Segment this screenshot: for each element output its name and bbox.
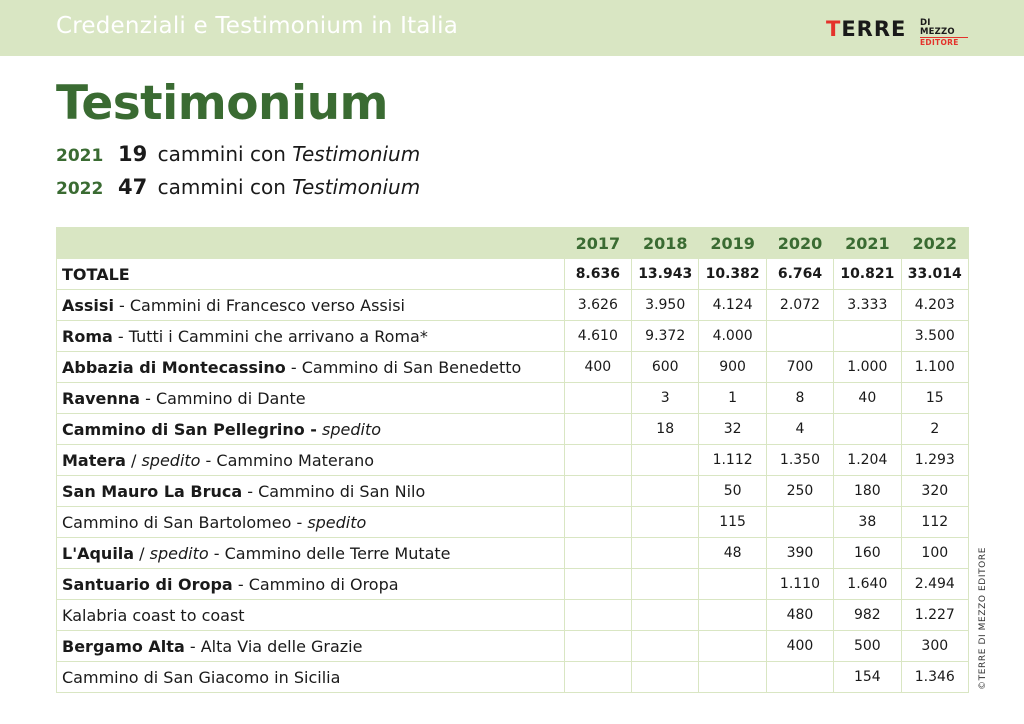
table-cell: 4.000 <box>699 321 766 352</box>
table-cell: 9.372 <box>632 321 699 352</box>
table-cell: 1.293 <box>901 445 968 476</box>
table-cell: 600 <box>632 352 699 383</box>
row-label <box>57 352 565 383</box>
page-title: Testimonium <box>56 76 389 131</box>
table-cell: 180 <box>834 476 901 507</box>
row-label <box>57 507 565 538</box>
table-cell: 8.636 <box>564 259 631 290</box>
table-cell: 3 <box>632 383 699 414</box>
table-cell: 3.626 <box>564 290 631 321</box>
table-row <box>57 290 969 321</box>
stat-count: 19 <box>118 142 148 166</box>
table-cell <box>632 662 699 693</box>
table-cell: 1.112 <box>699 445 766 476</box>
table-cell: 32 <box>699 414 766 445</box>
row-label <box>57 631 565 662</box>
table-cell <box>632 600 699 631</box>
table-cell: 1.100 <box>901 352 968 383</box>
table-cell <box>699 569 766 600</box>
row-name-bold: Matera <box>62 450 126 470</box>
table-cell <box>632 445 699 476</box>
table-row <box>57 321 969 352</box>
table-row <box>57 383 969 414</box>
table-cell: 10.382 <box>699 259 766 290</box>
stat-line <box>56 141 420 167</box>
table-cell <box>564 569 631 600</box>
stat-count: 47 <box>118 175 148 199</box>
row-separator: - <box>139 388 156 408</box>
row-italic: spedito <box>149 543 209 563</box>
table-cell: 1.640 <box>834 569 901 600</box>
stat-italic: Testimonium <box>292 142 421 166</box>
table-cell: 250 <box>766 476 833 507</box>
row-route: - Cammino Materano <box>200 450 375 470</box>
table-cell: 50 <box>699 476 766 507</box>
table-row <box>57 631 969 662</box>
stat-year: 2022 <box>56 179 104 199</box>
table-row <box>57 507 969 538</box>
table-row <box>57 662 969 693</box>
table-cell: 4 <box>766 414 833 445</box>
logo-editore: EDITORE <box>920 37 968 47</box>
row-label <box>57 414 565 445</box>
header-bar <box>0 0 1024 56</box>
row-label <box>57 476 565 507</box>
header-title: Credenziali e Testimonium in Italia <box>56 13 459 39</box>
row-label <box>57 569 565 600</box>
total-label: TOTALE <box>57 259 565 290</box>
table-cell <box>564 476 631 507</box>
row-label <box>57 321 565 352</box>
table-cell <box>632 569 699 600</box>
table-cell: 6.764 <box>766 259 833 290</box>
year-header: 2022 <box>901 228 968 259</box>
logo-di-mezzo: DI MEZZO <box>920 18 955 37</box>
logo-wordmark: TERRE <box>826 17 907 41</box>
table-cell: 8 <box>766 383 833 414</box>
year-header: 2021 <box>834 228 901 259</box>
table-cell: 154 <box>834 662 901 693</box>
stat-text: cammini con <box>157 142 286 166</box>
table-cell <box>834 414 901 445</box>
year-header: 2020 <box>766 228 833 259</box>
testimonium-table <box>56 227 969 693</box>
table-row <box>57 476 969 507</box>
table-cell: 320 <box>901 476 968 507</box>
row-route: Cammino di San Nilo <box>258 481 426 501</box>
table-cell: 15 <box>901 383 968 414</box>
row-separator: - <box>184 636 201 656</box>
row-name-bold: Santuario di Oropa <box>62 574 233 594</box>
row-name-bold: Bergamo Alta <box>62 636 185 656</box>
row-label <box>57 662 565 693</box>
table-cell <box>564 445 631 476</box>
table-cell: 1.204 <box>834 445 901 476</box>
table-row <box>57 414 969 445</box>
row-route: Cammini di Francesco verso Assisi <box>129 295 405 315</box>
table-cell <box>564 631 631 662</box>
row-route: Cammino di Oropa <box>248 574 399 594</box>
row-name-bold: San Mauro La Bruca <box>62 481 243 501</box>
table-cell: 13.943 <box>632 259 699 290</box>
table-cell: 500 <box>834 631 901 662</box>
table-cell <box>699 662 766 693</box>
year-header: 2019 <box>699 228 766 259</box>
table-cell: 4.610 <box>564 321 631 352</box>
table-cell: 1.346 <box>901 662 968 693</box>
table-cell: 400 <box>564 352 631 383</box>
table-row <box>57 538 969 569</box>
table-cell: 300 <box>901 631 968 662</box>
table-row <box>57 352 969 383</box>
table-row <box>57 445 969 476</box>
table-cell: 40 <box>834 383 901 414</box>
table-cell: 115 <box>699 507 766 538</box>
row-separator: - <box>242 481 259 501</box>
table-cell: 1.000 <box>834 352 901 383</box>
table-cell: 1.227 <box>901 600 968 631</box>
table-cell: 400 <box>766 631 833 662</box>
table-cell: 3.950 <box>632 290 699 321</box>
table-header-row <box>57 228 969 259</box>
row-route: Kalabria coast to coast <box>62 605 245 625</box>
table-cell: 982 <box>834 600 901 631</box>
row-route: Cammino di San Bartolomeo - <box>62 512 308 532</box>
row-name-bold: Ravenna <box>62 388 140 408</box>
row-name-bold: Cammino di San Pellegrino - <box>62 419 317 439</box>
table-cell: 1.350 <box>766 445 833 476</box>
row-separator: / <box>134 543 150 563</box>
table-cell: 2 <box>901 414 968 445</box>
year-header: 2017 <box>564 228 631 259</box>
table-cell <box>564 662 631 693</box>
row-route: - Cammino delle Terre Mutate <box>208 543 451 563</box>
table-cell: 390 <box>766 538 833 569</box>
table-cell <box>632 538 699 569</box>
table-cell <box>564 600 631 631</box>
table-cell: 1.110 <box>766 569 833 600</box>
row-separator: - <box>112 326 129 346</box>
table-cell: 700 <box>766 352 833 383</box>
row-separator: - <box>285 357 302 377</box>
table-cell: 18 <box>632 414 699 445</box>
table-cell: 1 <box>699 383 766 414</box>
table-cell <box>632 476 699 507</box>
table-cell: 480 <box>766 600 833 631</box>
table-cell <box>766 321 833 352</box>
table-cell: 48 <box>699 538 766 569</box>
year-header: 2018 <box>632 228 699 259</box>
table-cell: 4.203 <box>901 290 968 321</box>
table-cell <box>766 507 833 538</box>
row-italic: spedito <box>141 450 201 470</box>
stat-italic: Testimonium <box>292 175 421 199</box>
table-cell: 112 <box>901 507 968 538</box>
table-cell: 2.494 <box>901 569 968 600</box>
table-cell: 100 <box>901 538 968 569</box>
table-cell <box>564 383 631 414</box>
table-cell <box>699 631 766 662</box>
table-cell: 38 <box>834 507 901 538</box>
table-cell <box>699 600 766 631</box>
total-row <box>57 259 969 290</box>
row-italic-end: spedito <box>307 512 367 532</box>
table-cell <box>632 631 699 662</box>
row-label <box>57 538 565 569</box>
table-row <box>57 600 969 631</box>
stat-text: cammini con <box>157 175 286 199</box>
row-label <box>57 600 565 631</box>
stat-line <box>56 174 420 200</box>
table-cell: 10.821 <box>834 259 901 290</box>
row-route: Cammino di San Giacomo in Sicilia <box>62 667 341 687</box>
table-cell: 33.014 <box>901 259 968 290</box>
table-cell: 900 <box>699 352 766 383</box>
row-route: Tutti i Cammini che arrivano a Roma* <box>128 326 428 346</box>
table-cell: 4.124 <box>699 290 766 321</box>
copyright-text: ©TERRE DI MEZZO EDITORE <box>978 546 988 690</box>
table-header-blank <box>57 228 565 259</box>
row-separator: - <box>113 295 130 315</box>
row-route: Cammino di Dante <box>155 388 306 408</box>
table-cell: 160 <box>834 538 901 569</box>
table-cell <box>766 662 833 693</box>
row-name-bold: Assisi <box>62 295 114 315</box>
table-cell <box>564 507 631 538</box>
stat-year: 2021 <box>56 146 104 166</box>
table-cell: 3.500 <box>901 321 968 352</box>
table-cell <box>564 538 631 569</box>
table-row <box>57 569 969 600</box>
row-label <box>57 383 565 414</box>
row-label <box>57 290 565 321</box>
row-separator: / <box>125 450 142 470</box>
row-name-bold: Roma <box>62 326 113 346</box>
row-separator: - <box>232 574 249 594</box>
table-cell <box>564 414 631 445</box>
row-name-bold: Abbazia di Montecassino <box>62 357 286 377</box>
table-cell: 2.072 <box>766 290 833 321</box>
table-cell: 3.333 <box>834 290 901 321</box>
table-cell <box>834 321 901 352</box>
row-name-bold: L'Aquila <box>62 543 135 563</box>
row-label <box>57 445 565 476</box>
row-route: Alta Via delle Grazie <box>200 636 363 656</box>
row-route: Cammino di San Benedetto <box>301 357 522 377</box>
row-italic: spedito <box>322 419 382 439</box>
table-cell <box>632 507 699 538</box>
